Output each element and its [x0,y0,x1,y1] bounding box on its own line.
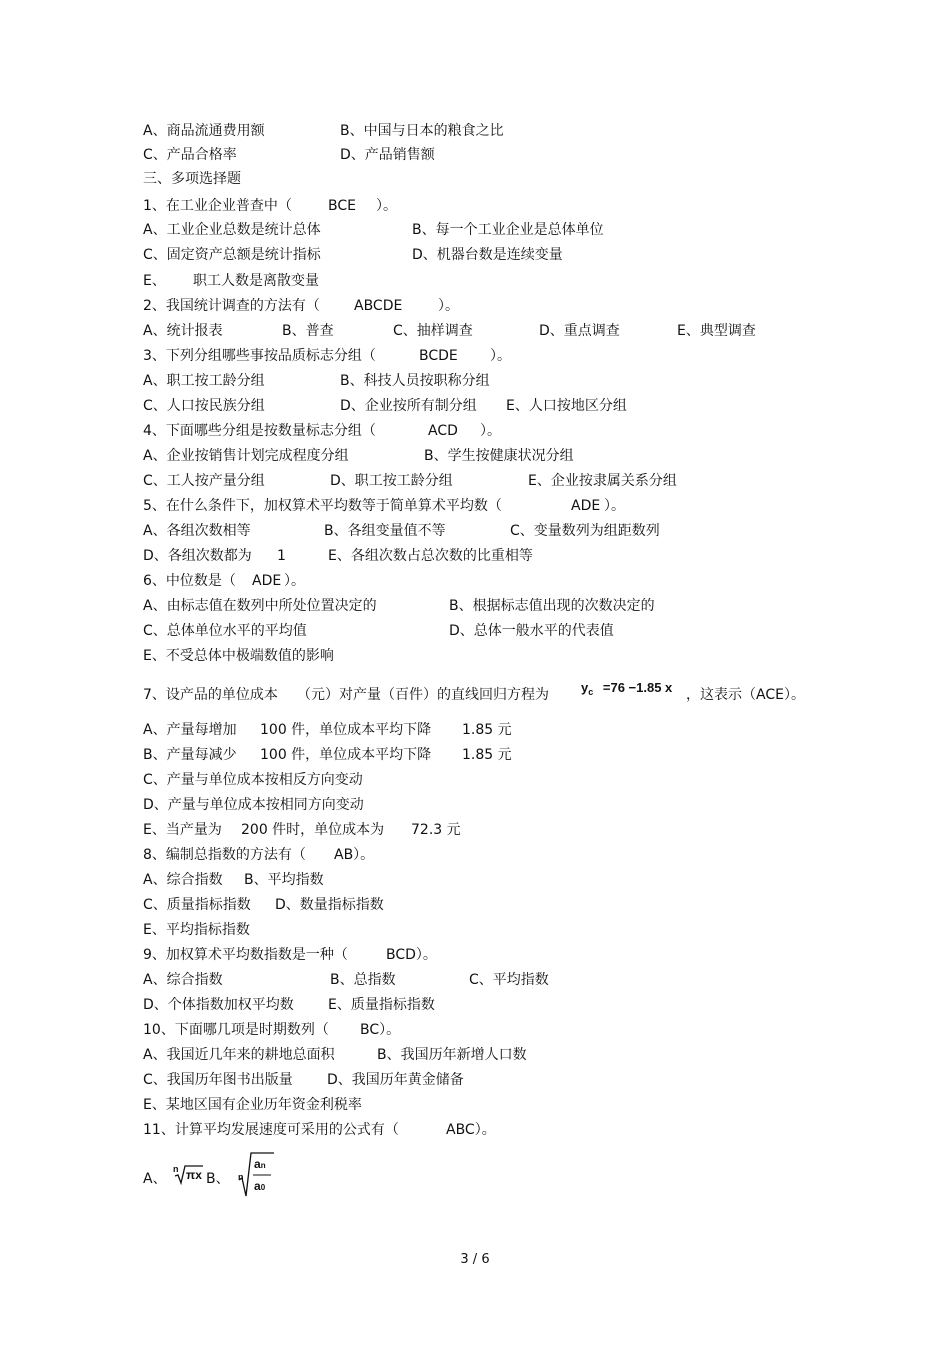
text-segment: ADE [571,498,601,514]
text-segment: E、不受总体中极端数值的影响 [143,648,334,664]
text-segment: B、每一个工业企业是总体单位 [412,222,604,238]
formula-a [172,1162,204,1186]
text-segment: C、我国历年图书出版量 [143,1072,293,1088]
text-segment: E、各组次数占总次数的比重相等 [328,548,533,564]
text-segment: C、抽样调查 [393,323,473,339]
text-segment: 9、加权算术平均数指数是一种（ [143,947,348,963]
text-segment: ）。 [480,423,501,439]
text-segment: D、总体一般水平的代表值 [449,623,614,639]
text-segment: 7、设产品的单位成本 [143,687,278,703]
text-segment: D、职工按工龄分组 [330,473,453,489]
denominator: a0 [254,1179,266,1193]
text-segment: ，这表示（ACE）。 [686,687,805,703]
text-segment: 4、下面哪些分组是按数量标志分组（ [143,423,376,439]
text-segment: B、学生按健康状况分组 [424,448,574,464]
text-segment: A、产量每增加 [143,722,237,738]
text-segment: A、我国近几年来的耕地总面积 [143,1047,335,1063]
text-segment: E、当产量为 [143,822,222,838]
text-segment: B、我国历年新增人口数 [377,1047,527,1063]
text-segment: ADE [252,573,282,589]
text-segment: 职工人数是离散变量 [193,273,319,289]
text-segment: A、统计报表 [143,323,223,339]
text-segment: E、企业按隶属关系分组 [528,473,677,489]
text-segment: D、个体指数加权平均数 [143,997,294,1013]
text-segment: 6、中位数是（ [143,573,236,589]
text-segment: ）。 [490,348,511,364]
text-segment: C、总体单位水平的平均值 [143,623,307,639]
text-segment: A、职工按工龄分组 [143,373,265,389]
text-segment: 5、在什么条件下，加权算术平均数等于简单算术平均数（ [143,498,502,514]
text-segment: BC）。 [360,1022,401,1038]
text-segment: B、 [206,1171,230,1187]
text-segment: D、数量指标指数 [275,897,384,913]
page-number: 3 / 6 [460,1252,490,1267]
text-segment: 8、编制总指数的方法有（ [143,847,306,863]
text-segment: D、产品销售额 [340,147,435,163]
text-segment: D、各组次数都为 [143,548,252,564]
text-segment: 100 件，单位成本平均下降 [260,747,432,763]
text-segment: BCDE [419,348,458,364]
text-segment: B、根据标志值出现的次数决定的 [449,598,655,614]
radicand: πx [186,1168,202,1182]
text-segment: 三、多项选择题 [143,171,241,187]
text-segment: 200 件时，单位成本为 [241,822,385,838]
text-segment: C、变量数列为组距数列 [510,523,660,539]
text-segment: AB）。 [334,847,375,863]
text-segment: A、各组次数相等 [143,523,251,539]
text-segment: BCE [328,198,356,214]
text-segment: E、平均指标指数 [143,922,250,938]
text-segment: 2、我国统计调查的方法有（ [143,298,320,314]
text-segment: 1、在工业企业普查中（ [143,198,292,214]
text-segment: 1 [277,548,286,564]
text-segment: B、平均指数 [244,872,324,888]
text-segment: （元）对产量（百件）的直线回归方程为 [297,687,549,703]
text-segment: A、综合指数 [143,872,223,888]
root-index: n [173,1164,179,1174]
text-segment: D、重点调查 [539,323,620,339]
text-segment: B、产量每减少 [143,747,237,763]
text-segment: E、人口按地区分组 [506,398,627,414]
text-segment: 3、下列分组哪些事按品质标志分组（ [143,348,376,364]
text-segment: E、质量指标指数 [328,997,435,1013]
formula-b [236,1150,276,1200]
text-segment: A、综合指数 [143,972,223,988]
text-segment: D、机器台数是连续变量 [412,247,563,263]
text-segment: 1.85 元 [462,722,512,738]
text-segment: 11、计算平均发展速度可采用的公式有（ [143,1122,399,1138]
text-segment: A、企业按销售计划完成程度分组 [143,448,349,464]
text-segment: C、产量与单位成本按相反方向变动 [143,772,363,788]
text-segment: E、某地区国有企业历年资金利税率 [143,1097,362,1113]
text-segment: ABCDE [354,298,403,314]
text-segment: 10、下面哪几项是时期数列（ [143,1022,329,1038]
root-index: n [238,1172,244,1182]
text-segment: ABC）。 [446,1122,496,1138]
text-segment: B、各组变量值不等 [324,523,446,539]
text-segment: D、产量与单位成本按相同方向变动 [143,797,364,813]
text-segment: ）。 [604,498,625,514]
text-segment: ）。 [438,298,459,314]
text-segment: 100 件，单位成本平均下降 [260,722,432,738]
text-segment: B、中国与日本的粮食之比 [340,123,504,139]
text-segment: ）。 [376,198,397,214]
numerator: an [254,1157,266,1171]
text-segment: ACD [428,423,458,439]
text-segment: 1.85 元 [462,747,512,763]
text-segment: E、典型调查 [677,323,756,339]
text-segment: C、人口按民族分组 [143,398,265,414]
text-segment: C、质量指标指数 [143,897,251,913]
text-segment: C、固定资产总额是统计指标 [143,247,321,263]
text-segment: 72.3 元 [411,822,461,838]
text-segment: B、科技人员按职称分组 [340,373,490,389]
text-segment: E、 [143,273,166,289]
text-segment: C、产品合格率 [143,147,237,163]
text-segment: B、普查 [282,323,334,339]
text-segment: A、商品流通费用额 [143,123,265,139]
text-segment: D、我国历年黄金储备 [327,1072,464,1088]
text-segment: C、工人按产量分组 [143,473,265,489]
text-segment: ）。 [284,573,305,589]
text-segment: C、平均指数 [469,972,549,988]
text-segment: A、 [143,1171,167,1187]
text-segment: B、总指数 [330,972,396,988]
text-segment: A、工业企业总数是统计总体 [143,222,321,238]
text-segment: BCD）。 [386,947,437,963]
regression-formula: $y_c =76 -1.85$ x [581,680,673,697]
text-segment: D、企业按所有制分组 [340,398,477,414]
text-segment: A、由标志值在数列中所处位置决定的 [143,598,377,614]
